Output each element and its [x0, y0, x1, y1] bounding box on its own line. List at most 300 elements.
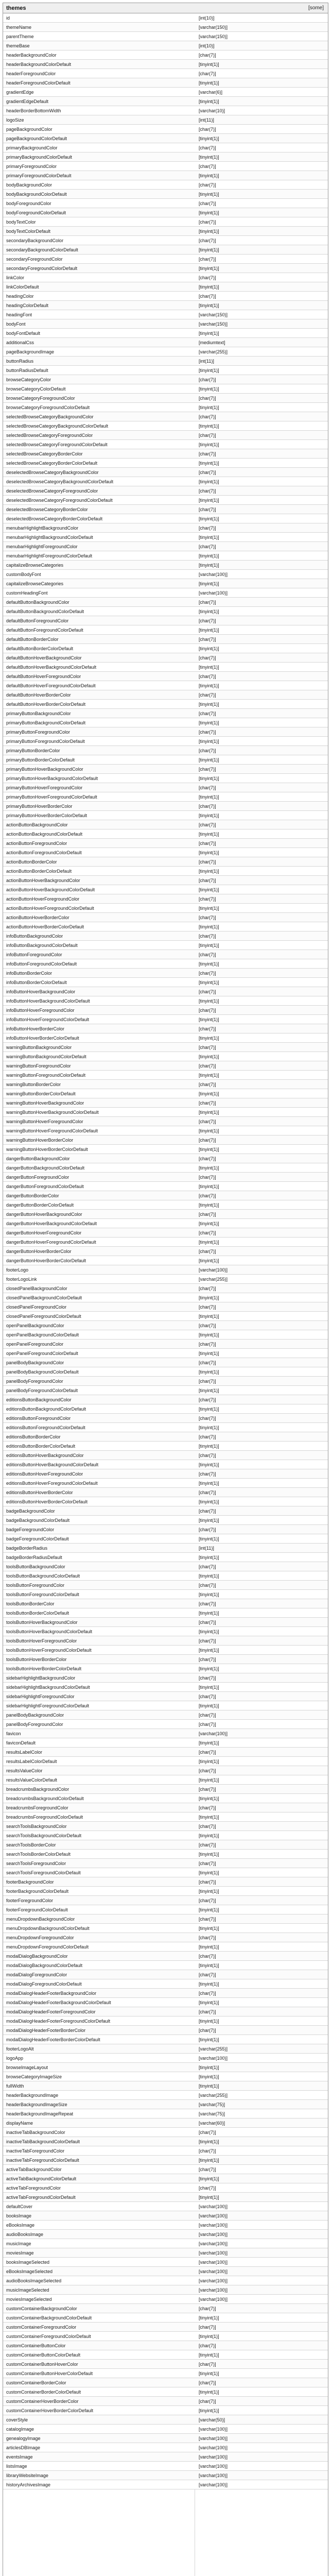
property-row[interactable]	[3, 774, 328, 783]
property-row[interactable]	[3, 1293, 328, 1302]
property-row[interactable]	[3, 690, 328, 700]
property-row[interactable]	[3, 2480, 328, 2489]
property-row[interactable]	[3, 1803, 328, 1812]
property-name: logoApp	[6, 2056, 24, 2061]
property-row[interactable]	[3, 1210, 328, 1219]
property-row[interactable]	[3, 97, 328, 106]
property-row[interactable]	[3, 2276, 328, 2285]
property-name: selectedBrowseCategoryBorderColor	[6, 451, 83, 456]
property-row[interactable]	[3, 1089, 328, 1098]
property-row[interactable]	[3, 273, 328, 282]
property-row[interactable]	[3, 625, 328, 635]
property-row[interactable]	[3, 1136, 328, 1145]
property-row[interactable]	[3, 1571, 328, 1581]
property-name: sidebarHighlightForegroundColorDefault	[6, 1703, 90, 1708]
property-row[interactable]	[3, 2350, 328, 2360]
property-type: [varchar(100)]	[199, 2454, 228, 2460]
property-row[interactable]	[3, 2267, 328, 2276]
property-row[interactable]	[3, 1831, 328, 1840]
property-row[interactable]	[3, 375, 328, 384]
property-row[interactable]	[3, 1729, 328, 1738]
property-row[interactable]	[3, 1989, 328, 1998]
property-name: footerForegroundColor	[6, 1898, 54, 1903]
property-row[interactable]	[3, 1581, 328, 1590]
property-row[interactable]	[3, 1970, 328, 1979]
property-row[interactable]	[3, 1933, 328, 1942]
property-row[interactable]	[3, 338, 328, 347]
property-row[interactable]	[3, 2183, 328, 2193]
property-row[interactable]	[3, 1265, 328, 1275]
property-row[interactable]	[3, 1516, 328, 1525]
property-row[interactable]	[3, 1377, 328, 1386]
property-row[interactable]	[3, 357, 328, 366]
property-row[interactable]	[3, 199, 328, 208]
property-row[interactable]	[3, 1154, 328, 1163]
property-row[interactable]	[3, 1367, 328, 1377]
property-row[interactable]	[3, 1812, 328, 1822]
property-row[interactable]	[3, 1423, 328, 1432]
property-type: [char(7)]	[199, 2009, 216, 2014]
property-row[interactable]	[3, 579, 328, 588]
property-row[interactable]	[3, 1432, 328, 1442]
property-row[interactable]	[3, 1200, 328, 1210]
property-row[interactable]	[3, 1460, 328, 1469]
property-row[interactable]	[3, 32, 328, 41]
property-row[interactable]	[3, 2462, 328, 2471]
property-row[interactable]	[3, 1284, 328, 1293]
property-row[interactable]	[3, 88, 328, 97]
property-row[interactable]	[3, 1126, 328, 1136]
property-row[interactable]	[3, 1822, 328, 1831]
property-row[interactable]	[3, 514, 328, 523]
property-name: badgeForegroundColorDefault	[6, 1536, 69, 1541]
property-row[interactable]	[3, 811, 328, 820]
property-row[interactable]	[3, 2360, 328, 2369]
property-row[interactable]	[3, 1117, 328, 1126]
property-row[interactable]	[3, 2471, 328, 2480]
property-row[interactable]	[3, 2081, 328, 2091]
property-row[interactable]	[3, 727, 328, 737]
property-name: modalDialogHeaderFooterBorderColor	[6, 2028, 86, 2033]
property-row[interactable]	[3, 598, 328, 607]
property-row[interactable]	[3, 106, 328, 115]
property-name: sidebarHighlightBackgroundColorDefault	[6, 1685, 90, 1690]
property-row[interactable]	[3, 1859, 328, 1868]
property-row[interactable]	[3, 1033, 328, 1043]
property-row[interactable]	[3, 1275, 328, 1284]
property-type: [tinyint(1)]	[199, 1926, 219, 1931]
property-row[interactable]	[3, 1006, 328, 1015]
property-row[interactable]	[3, 459, 328, 468]
property-row[interactable]	[3, 2174, 328, 2183]
property-row[interactable]	[3, 765, 328, 774]
property-row[interactable]	[3, 1664, 328, 1673]
property-row[interactable]	[3, 1748, 328, 1757]
property-row[interactable]	[3, 347, 328, 357]
property-row[interactable]	[3, 180, 328, 190]
property-row[interactable]	[3, 2378, 328, 2387]
property-row[interactable]	[3, 1479, 328, 1488]
property-row[interactable]	[3, 561, 328, 570]
property-row[interactable]	[3, 1998, 328, 2007]
property-row[interactable]	[3, 987, 328, 996]
property-row[interactable]	[3, 746, 328, 755]
property-row[interactable]	[3, 2415, 328, 2425]
property-row[interactable]	[3, 867, 328, 876]
property-row[interactable]	[3, 709, 328, 718]
property-row[interactable]	[3, 245, 328, 255]
property-row[interactable]	[3, 922, 328, 931]
property-row[interactable]	[3, 1395, 328, 1404]
property-row[interactable]	[3, 1404, 328, 1414]
property-row[interactable]	[3, 292, 328, 301]
property-row[interactable]	[3, 1692, 328, 1701]
property-row[interactable]	[3, 941, 328, 950]
property-row[interactable]	[3, 1896, 328, 1905]
property-row[interactable]	[3, 2313, 328, 2323]
property-row[interactable]	[3, 1942, 328, 1952]
property-row[interactable]	[3, 255, 328, 264]
property-type: [varchar(10)]	[199, 108, 225, 113]
property-row[interactable]	[3, 2341, 328, 2350]
property-row[interactable]	[3, 1182, 328, 1191]
property-row[interactable]	[3, 2248, 328, 2258]
property-row[interactable]	[3, 60, 328, 69]
property-row[interactable]	[3, 1757, 328, 1766]
property-type: [varchar(150)]	[199, 321, 228, 327]
property-row[interactable]	[3, 2100, 328, 2109]
property-row[interactable]	[3, 2258, 328, 2267]
property-row[interactable]	[3, 2063, 328, 2072]
property-row[interactable]	[3, 1191, 328, 1200]
property-row[interactable]	[3, 2007, 328, 2016]
property-row[interactable]	[3, 523, 328, 533]
property-row[interactable]	[3, 700, 328, 709]
property-row[interactable]	[3, 1145, 328, 1154]
property-row[interactable]	[3, 50, 328, 60]
property-row[interactable]	[3, 1627, 328, 1636]
property-row[interactable]	[3, 115, 328, 125]
property-row[interactable]	[3, 616, 328, 625]
property-row[interactable]	[3, 2239, 328, 2248]
property-row[interactable]	[3, 1766, 328, 1775]
property-row[interactable]	[3, 208, 328, 217]
property-row[interactable]	[3, 2221, 328, 2230]
property-row[interactable]	[3, 477, 328, 486]
property-row[interactable]	[3, 931, 328, 941]
property-row[interactable]	[3, 1386, 328, 1395]
property-row[interactable]	[3, 2425, 328, 2434]
property-row[interactable]	[3, 950, 328, 959]
property-row[interactable]	[3, 2091, 328, 2100]
property-row[interactable]	[3, 1683, 328, 1692]
property-row[interactable]	[3, 384, 328, 394]
property-row[interactable]	[3, 319, 328, 329]
property-row[interactable]	[3, 2137, 328, 2146]
property-row[interactable]	[3, 1451, 328, 1460]
property-row[interactable]	[3, 1608, 328, 1618]
property-row[interactable]	[3, 607, 328, 616]
property-row[interactable]	[3, 663, 328, 672]
property-row[interactable]	[3, 1488, 328, 1497]
property-row[interactable]	[3, 1228, 328, 1238]
property-row[interactable]	[3, 2119, 328, 2128]
property-row[interactable]	[3, 2026, 328, 2035]
property-row[interactable]	[3, 1738, 328, 1748]
property-row[interactable]	[3, 1924, 328, 1933]
property-row[interactable]	[3, 2156, 328, 2165]
property-type: [char(7)]	[199, 1453, 216, 1458]
property-row[interactable]	[3, 1256, 328, 1265]
property-row[interactable]	[3, 2387, 328, 2397]
property-row[interactable]	[3, 1544, 328, 1553]
property-type: [tinyint(1)]	[199, 1202, 219, 1208]
property-row[interactable]	[3, 959, 328, 969]
property-row[interactable]	[3, 894, 328, 904]
property-name: articlesDBImage	[6, 2445, 41, 2450]
property-row[interactable]	[3, 2035, 328, 2044]
property-row[interactable]	[3, 1321, 328, 1330]
property-row[interactable]	[3, 551, 328, 561]
property-row[interactable]	[3, 190, 328, 199]
property-row[interactable]	[3, 1590, 328, 1599]
property-row[interactable]	[3, 857, 328, 867]
property-row[interactable]	[3, 839, 328, 848]
property-row[interactable]	[3, 783, 328, 792]
property-row[interactable]	[3, 1636, 328, 1646]
property-row[interactable]	[3, 1720, 328, 1729]
property-row[interactable]	[3, 913, 328, 922]
property-row[interactable]	[3, 282, 328, 292]
property-row[interactable]	[3, 1868, 328, 1877]
property-row[interactable]	[3, 1071, 328, 1080]
property-row[interactable]	[3, 1785, 328, 1794]
property-row[interactable]	[3, 681, 328, 690]
property-row[interactable]	[3, 1163, 328, 1173]
property-row[interactable]	[3, 2285, 328, 2295]
property-type: [tinyint(1)]	[199, 1036, 219, 1041]
property-row[interactable]	[3, 755, 328, 765]
property-row[interactable]	[3, 1914, 328, 1924]
property-row[interactable]	[3, 236, 328, 245]
property-row[interactable]	[3, 227, 328, 236]
property-row[interactable]	[3, 2304, 328, 2313]
property-row[interactable]	[3, 143, 328, 152]
property-row[interactable]	[3, 1562, 328, 1571]
property-row[interactable]	[3, 570, 328, 579]
property-row[interactable]	[3, 1553, 328, 1562]
property-row[interactable]	[3, 1877, 328, 1887]
property-row[interactable]	[3, 2230, 328, 2239]
property-row[interactable]	[3, 2202, 328, 2211]
property-row[interactable]	[3, 2146, 328, 2156]
property-row[interactable]	[3, 1905, 328, 1914]
property-row[interactable]	[3, 588, 328, 598]
property-row[interactable]	[3, 421, 328, 431]
property-row[interactable]	[3, 1794, 328, 1803]
property-row[interactable]	[3, 2323, 328, 2332]
property-row[interactable]	[3, 2397, 328, 2406]
property-row[interactable]	[3, 2054, 328, 2063]
property-row[interactable]	[3, 449, 328, 459]
property-type: [tinyint(1)]	[199, 516, 219, 521]
property-type: [varchar(100)]	[199, 590, 228, 596]
property-row[interactable]	[3, 1108, 328, 1117]
property-row[interactable]	[3, 1414, 328, 1423]
property-row[interactable]	[3, 2211, 328, 2221]
property-row[interactable]	[3, 978, 328, 987]
property-row[interactable]	[3, 403, 328, 412]
property-row[interactable]	[3, 162, 328, 171]
property-row[interactable]	[3, 653, 328, 663]
property-name: secondaryForegroundColor	[6, 257, 63, 262]
property-row[interactable]	[3, 2295, 328, 2304]
property-row[interactable]	[3, 1497, 328, 1506]
property-row[interactable]	[3, 2369, 328, 2378]
property-row[interactable]	[3, 542, 328, 551]
property-row[interactable]	[3, 217, 328, 227]
property-row[interactable]	[3, 1330, 328, 1340]
property-type: [char(7)]	[199, 294, 216, 299]
property-row[interactable]	[3, 848, 328, 857]
property-row[interactable]	[3, 2332, 328, 2341]
property-row[interactable]	[3, 1710, 328, 1720]
property-row[interactable]	[3, 431, 328, 440]
property-row[interactable]	[3, 1061, 328, 1071]
property-row[interactable]	[3, 1979, 328, 1989]
property-row[interactable]	[3, 23, 328, 32]
property-type: [tinyint(1)]	[199, 832, 219, 837]
property-name: browseCategoryColor	[6, 377, 51, 382]
property-type: [varchar(150)]	[199, 312, 228, 317]
property-row[interactable]	[3, 1887, 328, 1896]
property-row[interactable]	[3, 41, 328, 50]
property-name: customContainerButtonHoverColor	[6, 2362, 78, 2367]
property-row[interactable]	[3, 1219, 328, 1228]
property-row[interactable]	[3, 134, 328, 143]
property-row[interactable]	[3, 2044, 328, 2054]
property-row[interactable]	[3, 468, 328, 477]
property-row[interactable]	[3, 2165, 328, 2174]
property-row[interactable]	[3, 1238, 328, 1247]
property-row[interactable]	[3, 1506, 328, 1516]
property-row[interactable]	[3, 69, 328, 78]
property-row[interactable]	[3, 1961, 328, 1970]
property-row[interactable]	[3, 1358, 328, 1367]
property-row[interactable]	[3, 2072, 328, 2081]
property-row[interactable]	[3, 366, 328, 375]
property-row[interactable]	[3, 1646, 328, 1655]
property-row[interactable]	[3, 1442, 328, 1451]
property-row[interactable]	[3, 1349, 328, 1358]
property-row[interactable]	[3, 1618, 328, 1627]
property-row[interactable]	[3, 1850, 328, 1859]
property-name: customContainerForegroundColorDefault	[6, 2334, 91, 2339]
property-row[interactable]	[3, 829, 328, 839]
property-row[interactable]	[3, 440, 328, 449]
property-row[interactable]	[3, 1952, 328, 1961]
property-row[interactable]	[3, 125, 328, 134]
property-row[interactable]	[3, 1015, 328, 1024]
property-row[interactable]	[3, 2016, 328, 2026]
property-row[interactable]	[3, 264, 328, 273]
property-row[interactable]	[3, 2193, 328, 2202]
property-row[interactable]	[3, 78, 328, 88]
property-row[interactable]	[3, 1525, 328, 1534]
property-row[interactable]	[3, 2406, 328, 2415]
property-row[interactable]	[3, 412, 328, 421]
property-row[interactable]	[3, 969, 328, 978]
property-row[interactable]	[3, 1775, 328, 1785]
property-row[interactable]	[3, 820, 328, 829]
property-row[interactable]	[3, 1302, 328, 1312]
property-row[interactable]	[3, 533, 328, 542]
property-type: [char(7)]	[199, 1620, 216, 1625]
property-row[interactable]	[3, 13, 328, 23]
property-row[interactable]	[3, 718, 328, 727]
property-row[interactable]	[3, 1599, 328, 1608]
property-row[interactable]	[3, 1655, 328, 1664]
property-row[interactable]	[3, 996, 328, 1006]
property-row[interactable]	[3, 2109, 328, 2119]
property-row[interactable]	[3, 1701, 328, 1710]
property-row[interactable]	[3, 1312, 328, 1321]
property-row[interactable]	[3, 1840, 328, 1850]
property-name: capitalizeBrowseCategories	[6, 581, 64, 586]
property-type: [char(7)]	[199, 414, 216, 419]
property-row[interactable]	[3, 2443, 328, 2452]
property-row[interactable]	[3, 171, 328, 180]
property-row[interactable]	[3, 1673, 328, 1683]
property-row[interactable]	[3, 329, 328, 338]
property-row[interactable]	[3, 301, 328, 310]
property-row[interactable]	[3, 672, 328, 681]
property-row[interactable]	[3, 394, 328, 403]
property-row[interactable]	[3, 1098, 328, 1108]
property-row[interactable]	[3, 1340, 328, 1349]
property-row[interactable]	[3, 802, 328, 811]
property-row[interactable]	[3, 1173, 328, 1182]
property-row[interactable]	[3, 644, 328, 653]
property-row[interactable]	[3, 792, 328, 802]
property-row[interactable]	[3, 310, 328, 319]
property-row[interactable]	[3, 1534, 328, 1544]
property-row[interactable]	[3, 2434, 328, 2443]
property-row[interactable]	[3, 2128, 328, 2137]
property-row[interactable]	[3, 885, 328, 894]
property-type: [char(7)]	[199, 1026, 216, 1031]
schema-title[interactable]: themes	[6, 5, 26, 11]
property-row[interactable]	[3, 737, 328, 746]
property-row[interactable]	[3, 876, 328, 885]
property-row[interactable]	[3, 1469, 328, 1479]
property-row[interactable]	[3, 635, 328, 644]
property-name: editionsButtonForegroundColor	[6, 1416, 71, 1421]
property-row[interactable]	[3, 904, 328, 913]
property-row[interactable]	[3, 505, 328, 514]
property-row[interactable]	[3, 152, 328, 162]
property-row[interactable]	[3, 1043, 328, 1052]
property-name: modalDialogHeaderFooterBackgroundColor	[6, 1991, 97, 1996]
property-row[interactable]	[3, 1052, 328, 1061]
property-row[interactable]	[3, 1080, 328, 1089]
property-type: [char(7)]	[199, 2167, 216, 2172]
property-row[interactable]	[3, 1024, 328, 1033]
property-row[interactable]	[3, 486, 328, 496]
property-row[interactable]	[3, 496, 328, 505]
property-row[interactable]	[3, 1247, 328, 1256]
property-row[interactable]	[3, 2452, 328, 2462]
